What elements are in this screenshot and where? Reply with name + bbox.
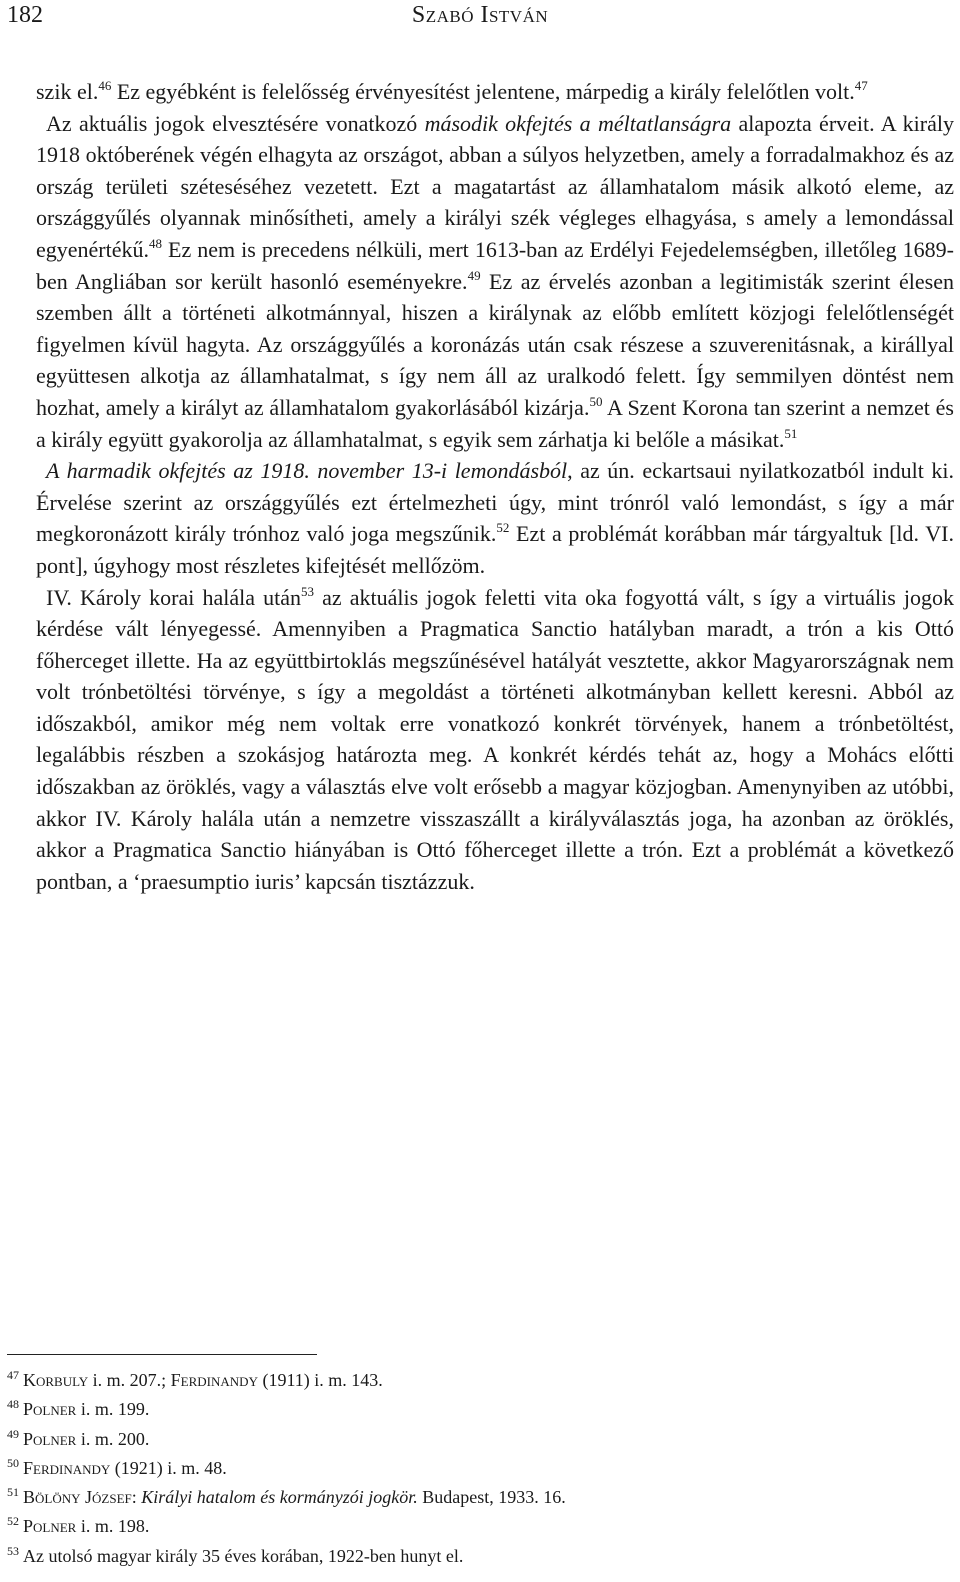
running-head: Szabó István xyxy=(411,2,549,28)
paragraph-1 xyxy=(36,76,954,108)
footnote-ref: 51 xyxy=(784,425,798,441)
footnote-48 xyxy=(7,1395,927,1424)
footnote-author: Bölöny József xyxy=(23,1487,132,1508)
footnote-text: i. m. 199. xyxy=(76,1399,150,1420)
footnote-51 xyxy=(7,1483,927,1512)
footnote-number: 53 xyxy=(7,1543,19,1558)
footnote-text: i. m. 198. xyxy=(76,1516,150,1537)
footnote-ref: 50 xyxy=(589,393,603,409)
footnote-separator xyxy=(7,1354,317,1355)
footnote-number: 47 xyxy=(7,1368,19,1382)
footnote-ref: 49 xyxy=(467,267,481,283)
footnote-text: (1911) i. m. 143. xyxy=(257,1370,383,1390)
footnote-author: Polner xyxy=(23,1516,77,1537)
footnote-ref: 53 xyxy=(301,583,314,599)
text-run: szik el. xyxy=(36,79,99,104)
footnote-text: (1921) i. m. 48. xyxy=(110,1457,227,1478)
footnote-number: 49 xyxy=(7,1426,19,1441)
footnote-title: Királyi hatalom és kormányzói jogkör. xyxy=(141,1487,418,1508)
footnote-text: : xyxy=(131,1487,142,1508)
footnote-53 xyxy=(7,1542,927,1571)
footnote-text: i. m. 207.; xyxy=(88,1370,171,1390)
footnote-text: Az utolsó magyar király 35 éves korában, 1922-ben hunyt el. xyxy=(23,1545,464,1566)
footnote-number: 52 xyxy=(7,1514,19,1529)
footnote-author: Polner xyxy=(23,1428,77,1449)
emphasis-run: második okfejtés a méltatlanságra xyxy=(424,110,732,136)
text-run: A Szent Korona tan szerint a nemzet és a király együtt gyakorolja az államhatalmat, s egyik sem zárhatja ki belőle a másikat. xyxy=(36,394,954,452)
footnote-number: 50 xyxy=(7,1455,19,1470)
footnote-50 xyxy=(7,1454,927,1483)
text-run: Ez egyébként is felelősség érvényesítést jelentene, márpedig a király felelőtlen volt. xyxy=(111,79,855,104)
text-run: Az aktuális jogok elvesztésére vonatkozó xyxy=(46,110,425,136)
text-run: Ezt a problémát korábban már tárgyaltuk [ld. VI. pont], úgyhogy most részletes kifejtését mellőzöm. xyxy=(36,521,954,578)
text-run: , az ún. eckartsaui nyilatkozatból indult ki. Érvelése szerint az országgyűlés ezt értelmezheti úgy, mint trónról való lemondást, s így a már megkoronázott király trónhoz való joga megszűnik. xyxy=(36,458,954,547)
footnote-ref: 46 xyxy=(98,78,112,93)
paragraph-3 xyxy=(36,455,954,581)
footnote-text: i. m. 200. xyxy=(76,1428,150,1449)
body-text xyxy=(36,76,954,897)
footnotes xyxy=(7,1366,927,1571)
paragraph-2 xyxy=(36,108,954,456)
footnote-text: Budapest, 1933. 16. xyxy=(417,1487,566,1508)
page-header xyxy=(0,0,960,40)
page-number: 182 xyxy=(7,2,43,28)
footnote-52 xyxy=(7,1512,927,1541)
footnote-49 xyxy=(7,1425,927,1454)
text-run: IV. Károly korai halála után xyxy=(46,584,301,610)
text-run: Ez nem is precedens nélküli, mert 1613-ban az Erdélyi Fejedelemségben, illetőleg 1689-ben Angliában sor került hasonló eseményekre. xyxy=(36,236,954,294)
footnote-author: Korbuly xyxy=(23,1370,89,1390)
footnote-ref: 48 xyxy=(149,235,162,251)
footnote-author: Ferdinandy xyxy=(170,1370,258,1390)
footnote-ref: 47 xyxy=(854,78,868,93)
footnote-number: 48 xyxy=(7,1397,19,1412)
footnote-author: Polner xyxy=(23,1399,77,1420)
footnote-author: Ferdinandy xyxy=(23,1457,111,1478)
text-run: Ez az érvelés azonban a legitimisták szerint élesen szemben állt a történeti alkotmánnyal, hiszen a királynak az előbb említett közjogi felelőtlenségét figyelmen kívül hagyta. Az országgyűlés a koronázás után csak részese a szuverenitásnak, a királlyal együttesen alkotja az államhatalmat, s így nem áll az uralkodó felett. Így semmilyen döntést nem hozhat, amely a királyt az államhatalom gyakorlásából kizárja. xyxy=(36,268,954,420)
text-run: alapozta érveit. A király 1918 októberének végén elhagyta az országot, abban a súlyos helyzetben, amely a forradalmakhoz és az ország területi széteséséhez vezetett. Ezt a magatartást az államhatalom másik alkotó eleme, az országgyűlés olyannak minősítheti, amely a királyi szék végleges elhagyása, s amely a lemondással egyenértékű. xyxy=(36,110,954,262)
paragraph-4 xyxy=(36,582,954,898)
footnote-number: 51 xyxy=(7,1485,19,1500)
emphasis-run: A harmadik okfejtés az 1918. november 13-i lemondásból xyxy=(46,458,568,484)
footnote-47 xyxy=(7,1366,927,1395)
footnote-ref: 52 xyxy=(496,520,510,536)
text-run: az aktuális jogok feletti vita oka fogyottá vált, s így a virtuális jogok kérdése vált lényegessé. Amennyiben a Pragmatica Sanctio hatályban maradt, a trón a kis Ottó főherceget illette. Ha az együttbirtoklás megszűnésével hatályát vesztette, akkor Magyarországnak nem volt trónbetöltési törvénye, s így a megoldást a történeti alkotmányban kellett keresni. Abból az időszakból, amikor még nem voltak erre vonatkozó konkrét törvények, hanem a trónbetöltést, legalábbis részben a szokásjog határozta meg. A konkrét kérdés tehát az, hogy a Mohács előtti időszakban az öröklés, vagy a választás elve volt erősebb a magyar közjogban. Amenynyiben az utóbbi, akkor IV. Károly halála után a nemzetre visszaszállt a királyválasztás joga, ha azonban az öröklés, akkor a Pragmatica Sanctio hiányában is Ottó főherceget illette a trón. Ezt a problémát a következő pontban, a ‘praesumptio iuris’ kapcsán tisztázzuk. xyxy=(36,584,954,894)
